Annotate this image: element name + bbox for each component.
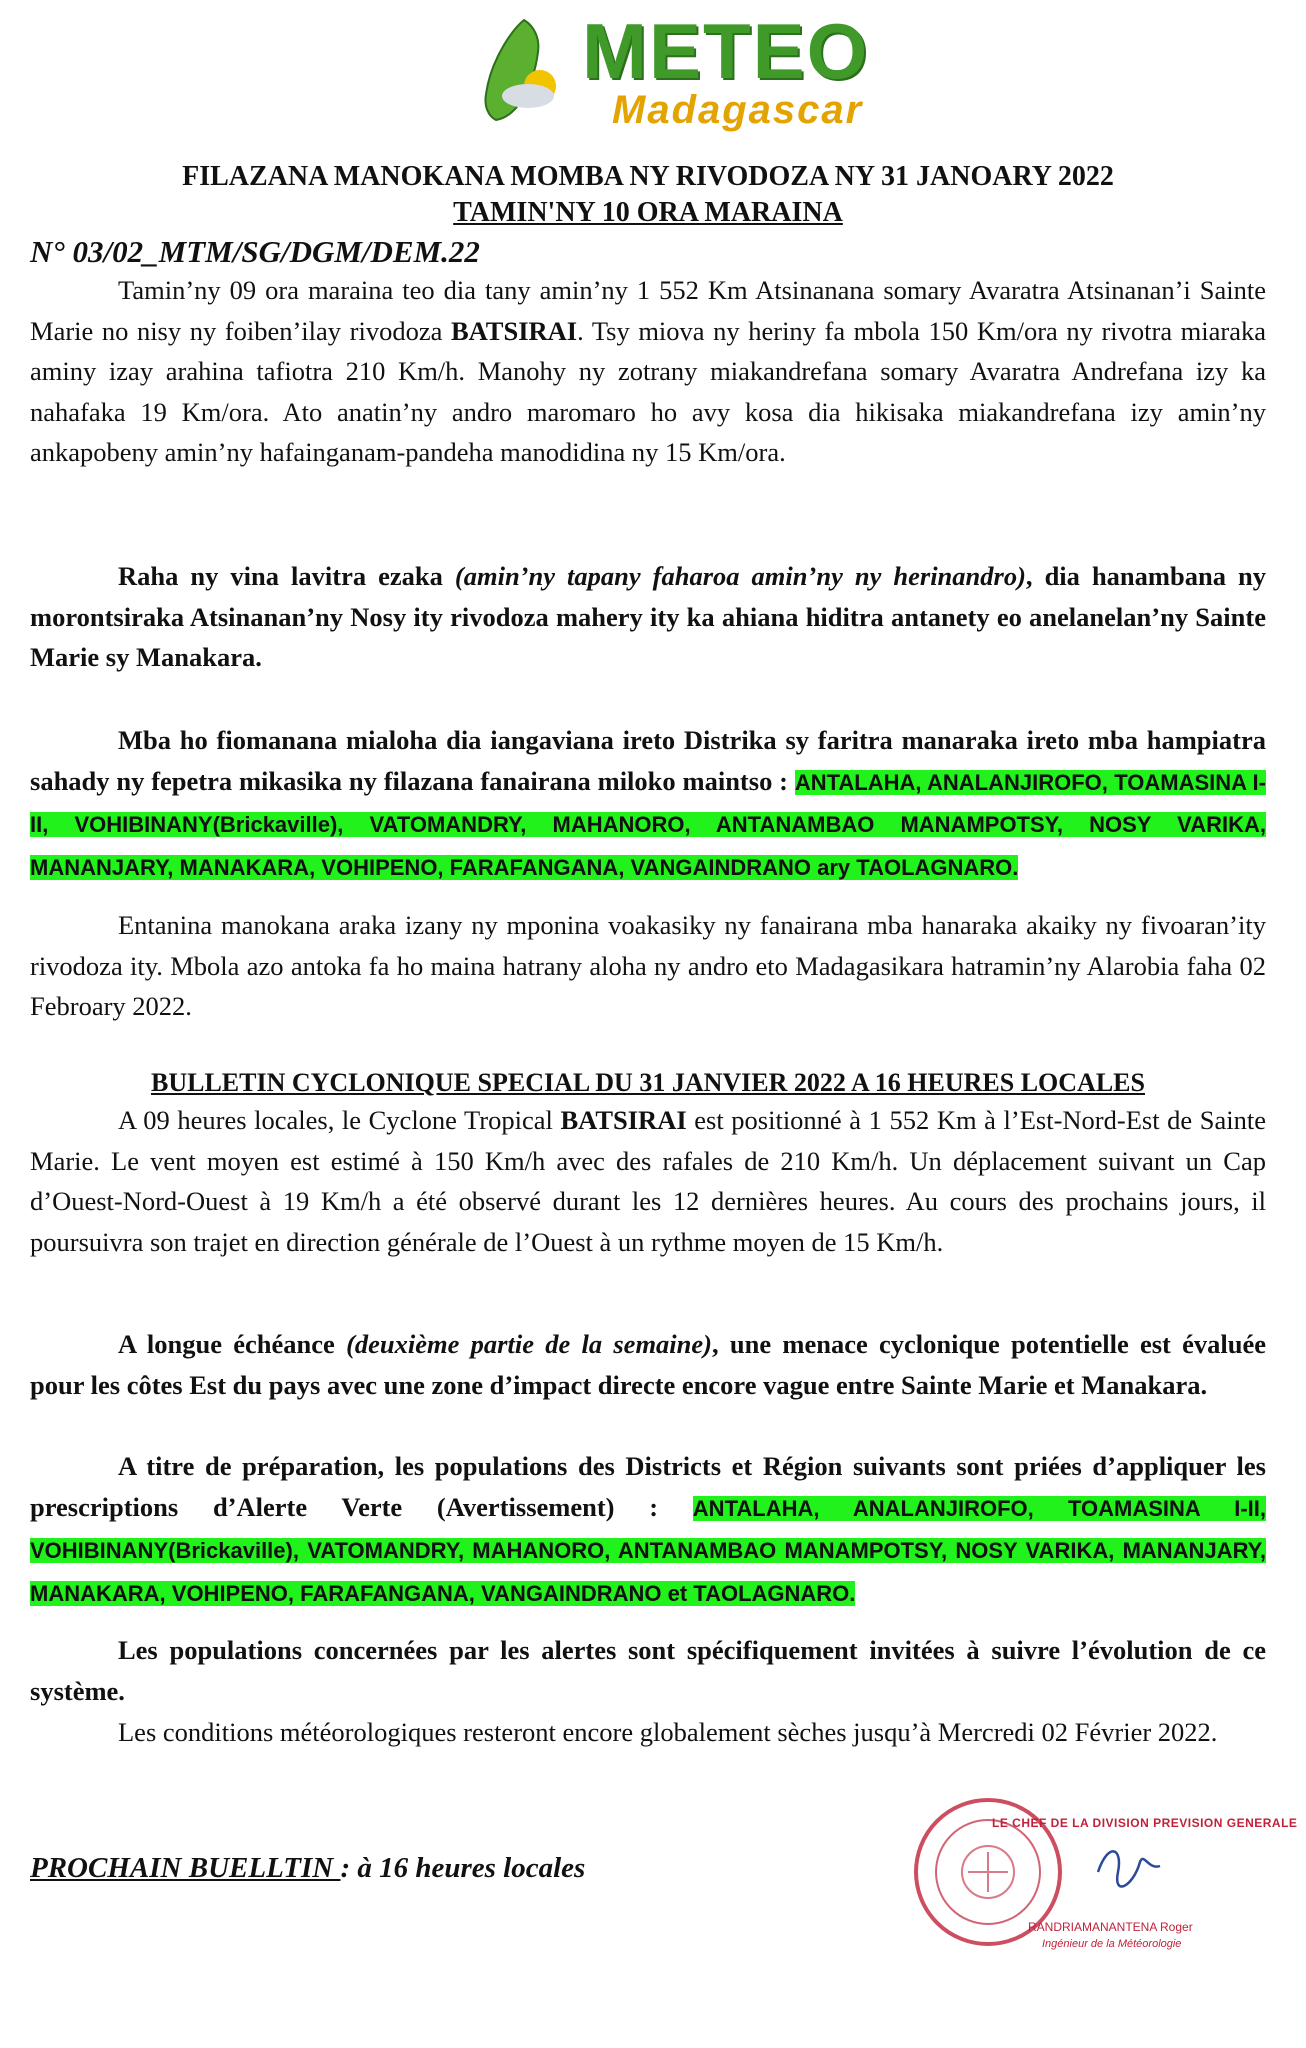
french-paragraph-2: A longue échéance (deuxième partie de la semaine), une menace cyclonique potentielle est évaluée pour les côtes Est du pays avec une zone d’impact directe encore vague entre Sainte Marie et Manakara. <box>30 1329 1267 1400</box>
french-paragraph-3: A titre de préparation, les populations des Districts et Région suivants sont priées d’appliquer les prescriptions d’Alerte Verte (Avertissement) : ANTALAHA, ANALANJIROFO, TOAMASINA I-II, VOHIBINANY(Brickaville), VATOMANDRY, MAHANORO, ANTANAMBAO MANAMPOTSY, NOSY VARIKA, MANANJARY, MANAKARA, VOHIPENO, FARAFANGANA, VANGAINDRANO et TAOLAGNARO. <box>30 1451 1266 1606</box>
malagasy-paragraph-1: Tamin’ny 09 ora maraina teo dia tany amin’ny 1 552 Km Atsinanana somary Avaratra Atsinanan’i Sainte Marie no nisy ny foiben’ilay rivodoza BATSIRAI. Tsy miova ny heriny fa mbola 150 Km/ora ny rivotra miaraka aminy izay arahina tafiotra 210 Km/h. Manohy ny zotrany miakandrefana somary Avaratra Andrefana izy ka nahafaka 19 Km/ora. Ato anatin’ny andro maromaro ho avy kosa dia hikisaka miakandrefana izy amin’ny ankapobeny amin’ny hafainganam-pandeha manodidina ny 15 Km/ora. <box>30 275 1267 467</box>
malagasy-paragraph-4: Entanina manokana araka izany ny mponina voakasiky ny fanairana mba hanaraka akaiky ny fivoaran’ity rivodoza ity. Mbola azo antoka fa ho maina hatrany aloha ny andro eto Madagasikara hatramin’ny Alarobia faha 02 Febroary 2022. <box>30 910 1266 1021</box>
logo-subtitle: Madagascar <box>612 88 864 132</box>
signatory-name: RANDRIAMANANTENA Roger <box>1028 1920 1193 1934</box>
meteo-madagascar-logo <box>462 7 870 132</box>
document-title-line1: FILAZANA MANOKANA MOMBA NY RIVODOZA NY 31 JANOARY 2022 <box>182 161 1114 192</box>
french-paragraph-1: A 09 heures locales, le Cyclone Tropical BATSIRAI est positionné à 1 552 Km à l’Est-Nord-Est de Sainte Marie. Le vent moyen est estimé à 150 Km/h avec des rafales de 210 Km/h. Un déplacement suivant un Cap d’Ouest-Nord-Ouest à 19 Km/h a été observé durant les 12 dernières heures. Au cours des prochains jours, il poursuivra son trajet en direction générale de l’Ouest à un rythme moyen de 15 Km/h. <box>30 1105 1266 1257</box>
reference-number: N° 03/02_MTM/SG/DGM/DEM.22 <box>30 234 480 269</box>
madagascar-map-icon <box>462 16 572 126</box>
malagasy-district-list: ANTALAHA, ANALANJIROFO, TOAMASINA I-II, VOHIBINANY(Brickaville), VATOMANDRY, MAHANORO, ANTANAMBAO MANAMPOTSY, NOSY VARIKA, MANANJARY, MANAKARA, VOHIPENO, FARAFANGANA, VANGAINDRANO ary TAOLAGNARO. <box>30 769 1266 880</box>
next-bulletin: PROCHAIN BUELLTIN : à 16 heures locales <box>30 1852 586 1884</box>
french-paragraph-5: Les conditions météorologiques resteront encore globalement sèches jusqu’à Mercredi 02 Février 2022. <box>118 1717 1218 1747</box>
french-paragraph-4: Les populations concernées par les alertes sont spécifiquement invitées à suivre l’évolution de ce système. <box>30 1635 1266 1706</box>
bulletin-heading: BULLETIN CYCLONIQUE SPECIAL DU 31 JANVIER 2022 A 16 HEURES LOCALES <box>151 1068 1145 1097</box>
french-district-list: ANTALAHA, ANALANJIROFO, TOAMASINA I-II, VOHIBINANY(Brickaville), VATOMANDRY, MAHANORO, ANTANAMBAO MANAMPOTSY, NOSY VARIKA, MANANJARY, MANAKARA, VOHIPENO, FARAFANGANA, VANGAINDRANO et TAOLAGNARO. <box>30 1495 1266 1606</box>
cyclone-name-fr: BATSIRAI <box>560 1105 687 1135</box>
document-title-line2: TAMIN'NY 10 ORA MARAINA <box>453 197 843 228</box>
malagasy-paragraph-3: Mba ho fiomanana mialoha dia iangaviana ireto Distrika sy faritra manaraka ireto mba hampiatra sahady ny fepetra mikasika ny filazana fanairana miloko maintso : ANTALAHA, ANALANJIROFO, TOAMASINA I-II, VOHIBINANY(Brickaville), VATOMANDRY, MAHANORO, ANTANAMBAO MANAMPOTSY, NOSY VARIKA, MANANJARY, MANAKARA, VOHIPENO, FARAFANGANA, VANGAINDRANO ary TAOLAGNARO. <box>30 725 1266 880</box>
logo-title: METEO <box>582 7 870 95</box>
official-stamp <box>908 1792 1298 1962</box>
stamp-title: LE CHEF DE LA DIVISION PREVISION GENERALE <box>992 1816 1298 1830</box>
signatory-role: Ingénieur de la Météorologie <box>1042 1938 1182 1950</box>
cyclone-name: BATSIRAI <box>450 315 578 346</box>
malagasy-paragraph-2: Raha ny vina lavitra ezaka (amin’ny tapany faharoa amin’ny ny herinandro), dia hanambana ny morontsiraka Atsinanan’ny Nosy ity rivodoza mahery ity ka ahiana hiditra antanety eo anelanelan’ny Sainte Marie sy Manakara. <box>30 561 1266 672</box>
